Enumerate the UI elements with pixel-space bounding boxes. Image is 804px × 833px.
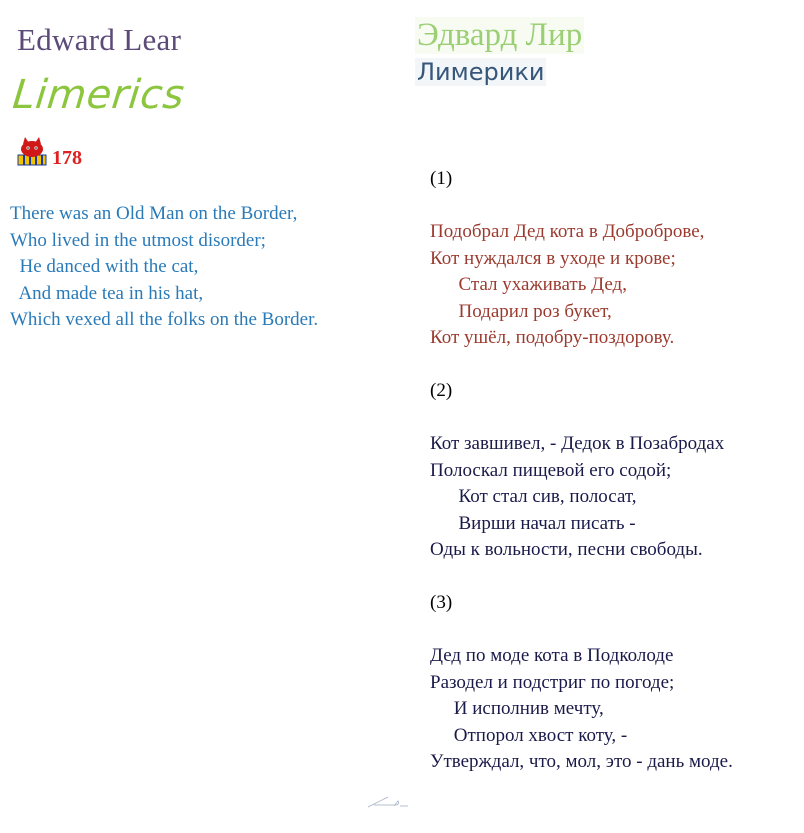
poem-line: И исполнив мечту,	[430, 698, 604, 719]
english-author: Edward Lear	[17, 22, 182, 57]
poem-line: Кот нуждался в уходе и крове;	[430, 247, 676, 269]
stanza-number: (1)	[430, 168, 453, 189]
stanza-3	[430, 590, 733, 776]
poem-line: Кот ушёл, подобру-поздорову.	[430, 327, 675, 348]
limerick-number-badge	[16, 136, 82, 171]
poem-line: Разодел и подстриг по погоде;	[430, 671, 675, 693]
stanza-1	[430, 166, 704, 352]
poem-line: Утверждал, что, мол, это - дань моде.	[430, 751, 733, 772]
russian-author: Эдвард Лир	[417, 17, 583, 53]
poem-line: There was an Old Man on the Border,	[10, 203, 298, 224]
stanza-number: (3)	[430, 592, 453, 613]
poem-line: Дед по моде кота в Подколоде	[430, 645, 674, 666]
poem-line: Кот стал сив, полосат,	[430, 486, 637, 507]
russian-subtitle: Лимерики	[417, 58, 545, 86]
english-limerick	[10, 201, 318, 334]
english-title: Limerics	[10, 72, 187, 118]
poem-line: Оды к вольности, песни свободы.	[430, 539, 703, 560]
poem-line: And made tea in his hat,	[10, 282, 204, 304]
cat-on-box-icon	[16, 136, 48, 171]
poem-line: Стал ухаживать Дед,	[430, 274, 627, 295]
poem-line: He danced with the cat,	[10, 256, 199, 277]
stanza-2	[430, 378, 724, 564]
poem-line: Who lived in the utmost disorder;	[10, 229, 266, 251]
poem-line: Подарил роз букет,	[430, 300, 612, 322]
poem-line: Кот завшивел, - Дедок в Позабродах	[430, 433, 725, 454]
poem-line: Отпорол хвост коту, -	[430, 724, 628, 746]
poem-line: Подобрал Дед кота в Доброброве,	[430, 221, 705, 242]
limerick-number: 178	[52, 147, 82, 169]
stanza-number: (2)	[430, 380, 453, 401]
poem-line: Which vexed all the folks on the Border.	[10, 309, 319, 330]
poem-line: Вирши начал писать -	[430, 512, 636, 534]
poem-line: Полоскал пищевой его содой;	[430, 459, 672, 481]
signature-mark	[366, 794, 410, 815]
